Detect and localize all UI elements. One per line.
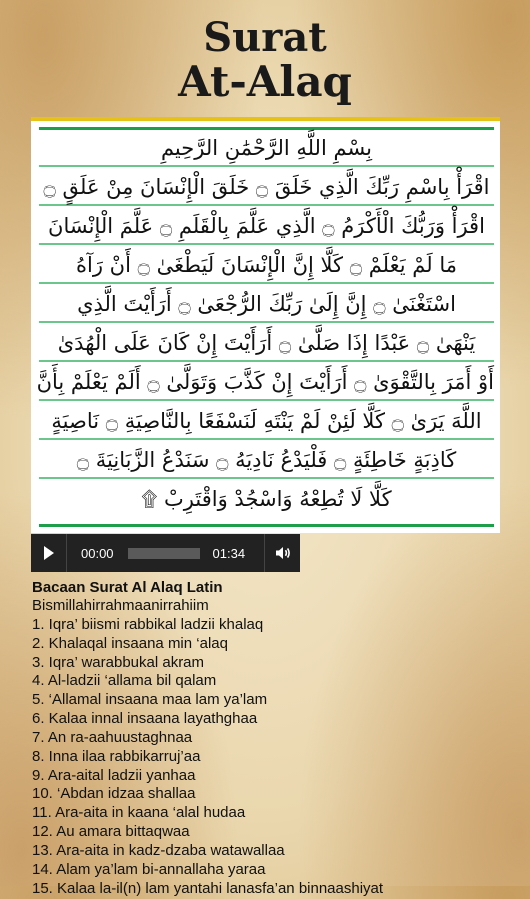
play-icon	[44, 546, 54, 560]
quran-text-panel	[36, 127, 494, 527]
quran-line: كَاذِبَةٍ خَاطِئَةٍ ۝ فَلْيَدْعُ نَادِيَهُ ۝ سَنَدْعُ الزَّبَانِيَةَ ۝	[39, 442, 494, 479]
reading-line: 1. Iqra’ biismi rabbikal ladzii khalaq	[32, 615, 264, 633]
reading-line: 9. Ara-aital ladzii yanhaa	[32, 766, 196, 784]
reading-line: 13. Ara-aita in kadz-dzaba watawallaa	[32, 841, 285, 859]
reading-line: 10. ‘Abdan idzaa shallaa	[32, 785, 196, 803]
reading-line: 14. Alam ya’lam bi-annallaha yaraa	[32, 860, 266, 878]
reading-line: 11. Ara-aita in kaana ‘alal hudaa	[32, 804, 246, 822]
reading-line: 15. Kalaa la-il(n) lam yantahi lanasfa’an binnaashiyat	[32, 879, 384, 897]
volume-icon	[275, 546, 291, 560]
reading-heading: Bacaan Surat Al Alaq Latin	[32, 579, 223, 596]
reading-line: 7. An ra-aahuustaghnaa	[32, 728, 193, 746]
audio-player	[31, 534, 300, 572]
reading-line: 6. Kalaa innal insaana layathghaa	[32, 710, 258, 728]
duration-time: 01:34	[212, 545, 246, 561]
quran-line: بِسْمِ اللَّهِ الرَّحْمَٰنِ الرَّحِيمِ	[39, 130, 494, 167]
quran-line: كَلَّا لَا تُطِعْهُ وَاسْجُدْ وَاقْتَرِبْ ۩	[141, 487, 392, 511]
reading-line: 2. Khalaqal insaana min ‘alaq	[32, 634, 228, 652]
quran-text-image	[31, 117, 500, 533]
reading-line: Bismillahirrahmaanirrahiim	[32, 597, 209, 614]
reading-line: 5. ‘Allamal insaana maa lam ya’lam	[32, 691, 268, 709]
seek-bar[interactable]	[128, 548, 200, 559]
quran-line: اسْتَغْنَىٰ ۝ إِنَّ إِلَىٰ رَبِّكَ الرُّجْعَىٰ ۝ أَرَأَيْتَ الَّذِي	[39, 286, 494, 323]
reading-line: 8. Inna ilaa rabbikarruj’aa	[32, 747, 201, 765]
quran-line: اللَّهَ يَرَىٰ ۝ كَلَّا لَئِنْ لَمْ يَنْتَهِ لَنَسْفَعًا بِالنَّاصِيَةِ ۝ نَاصِيَةٍ	[39, 403, 494, 440]
reading-line: 12. Au amara bittaqwaa	[32, 823, 190, 841]
quran-line: يَنْهَىٰ ۝ عَبْدًا إِذَا صَلَّىٰ ۝ أَرَأَيْتَ إِنْ كَانَ عَلَى الْهُدَىٰ	[39, 325, 494, 362]
quran-line: أَوْ أَمَرَ بِالتَّقْوَىٰ ۝ أَرَأَيْتَ إِنْ كَذَّبَ وَتَوَلَّىٰ ۝ أَلَمْ يَعْلَمْ بِأَنَّ	[39, 364, 494, 401]
quran-line: اقْرَأْ وَرَبُّكَ الْأَكْرَمُ ۝ الَّذِي عَلَّمَ بِالْقَلَمِ ۝ عَلَّمَ الْإِنْسَانَ	[39, 208, 494, 245]
quran-line: اقْرَأْ بِاسْمِ رَبِّكَ الَّذِي خَلَقَ ۝ خَلَقَ الْإِنْسَانَ مِنْ عَلَقٍ ۝	[39, 169, 494, 206]
title-line-2: At-Alaq	[178, 57, 352, 106]
volume-button[interactable]	[264, 534, 300, 572]
current-time: 00:00	[81, 545, 114, 561]
quran-line: مَا لَمْ يَعْلَمْ ۝ كَلَّا إِنَّ الْإِنْسَانَ لَيَطْغَىٰ ۝ أَنْ رَآهُ	[39, 247, 494, 284]
title-line-1: Surat	[203, 14, 327, 61]
reading-line: 3. Iqra’ warabbukal akram	[32, 653, 205, 671]
page-title	[0, 16, 530, 104]
latin-reading	[32, 578, 512, 899]
reading-line: 4. Al-ladzii ‘allama bil qalam	[32, 672, 217, 690]
play-button[interactable]	[31, 534, 67, 572]
